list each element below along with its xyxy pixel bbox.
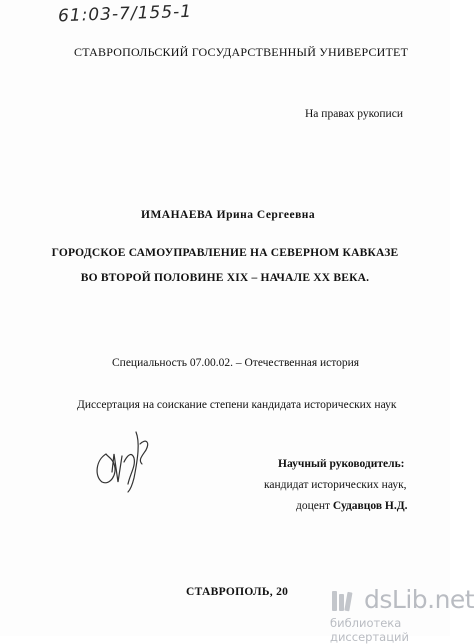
supervisor-heading: Научный руководитель: — [278, 458, 405, 470]
handwritten-signature — [88, 424, 160, 494]
supervisor-name: Судавцов Н.Д. — [332, 500, 408, 512]
watermark — [326, 585, 474, 644]
specialty-line: Специальность 07.00.02. – Отечественная история — [112, 357, 360, 369]
handwritten-archive-number: 61:03-7/155-1 — [57, 1, 193, 27]
book-stack-icon — [330, 589, 360, 613]
supervisor-title: доцент — [296, 500, 331, 512]
rights-note: На правах рукописи — [305, 108, 403, 120]
watermark-caption: библиотека диссертаций — [330, 616, 409, 644]
university-name: СТАВРОПОЛЬСКИЙ ГОСУДАРСТВЕННЫЙ УНИВЕРСИТЕТ — [74, 45, 409, 59]
dissertation-title-line2: ВО ВТОРОЙ ПОЛОВИНЕ XIX – НАЧАЛЕ XX ВЕКА. — [80, 272, 370, 284]
supervisor-line — [296, 500, 408, 512]
supervisor-degree: кандидат исторических наук, — [264, 479, 407, 491]
dissertation-degree-note: Диссертация на соискание степени кандидата исторических наук — [77, 399, 397, 411]
author-name: ИМАНАЕВА Ирина Сергеевна — [141, 209, 316, 221]
dissertation-title-line1: ГОРОДСКОЕ САМОУПРАВЛЕНИЕ НА СЕВЕРНОМ КАВКАЗЕ — [51, 247, 399, 259]
watermark-site: dsLib.net — [364, 585, 474, 614]
city-year: СТАВРОПОЛЬ, 20 — [186, 586, 289, 598]
